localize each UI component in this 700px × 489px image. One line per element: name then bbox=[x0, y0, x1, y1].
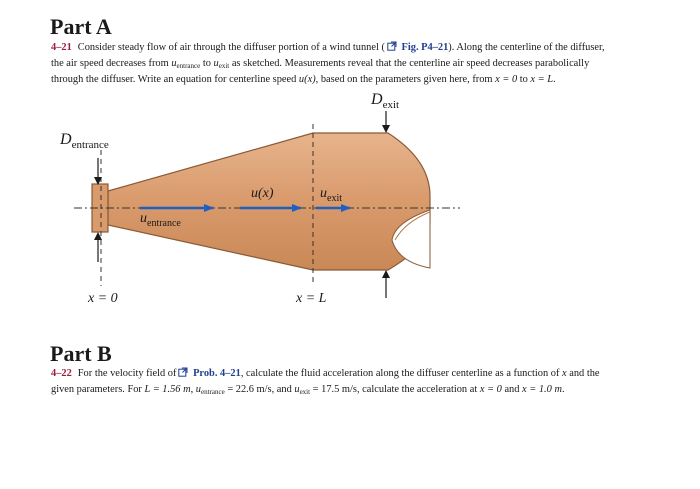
label-x-equals-0: x = 0 bbox=[88, 291, 118, 306]
label-u-entrance: $u_{entrance}$ bbox=[140, 211, 181, 229]
problem-number-4-21: 4–21 bbox=[51, 42, 72, 53]
problem-reference-link[interactable]: Prob. 4–21 bbox=[193, 368, 241, 379]
diffuser-body bbox=[108, 133, 430, 270]
external-link-icon[interactable] bbox=[178, 367, 188, 377]
label-d-entrance: $D_{entrance}$ bbox=[60, 131, 109, 151]
part-a-title: Part A bbox=[50, 14, 112, 39]
label-u-of-x: u(x) bbox=[251, 186, 274, 201]
label-u-exit: $u_{exit}$ bbox=[320, 186, 342, 204]
part-b-problem-text: 4–22 For the velocity field of Prob. 4–21, calculate the fluid acceleration along the diffuser centerline as a function of x and the given parameters. For L = 1.56 m, $u_{entrance} = 22.6$ m/s, and $u_{exit} = 17.5$ m/s, calculate the acceleration at x = 0 and x = 1.0 m. bbox=[51, 368, 600, 396]
problem-number-4-22: 4–22 bbox=[51, 368, 72, 379]
figure-reference-link[interactable]: Fig. P4–21 bbox=[401, 42, 449, 53]
part-b-title: Part B bbox=[50, 341, 112, 366]
label-d-exit: $D_{exit}$ bbox=[371, 91, 400, 111]
part-a-problem-text: 4–21 Consider steady flow of air through the diffuser portion of a wind tunnel ( Fig. P4–21). Along the centerline of the diffuser, the air speed decreases from $u_{entrance}$ to $u_{exit}$ as sketched. Measurements reveal that the centerline air speed decreases parabolically through the diffuser. Write an equation for centerline speed u(x), based on the parameters given here, from x = 0 to x = L. bbox=[51, 42, 605, 85]
label-x-equals-l: x = L bbox=[296, 291, 327, 306]
